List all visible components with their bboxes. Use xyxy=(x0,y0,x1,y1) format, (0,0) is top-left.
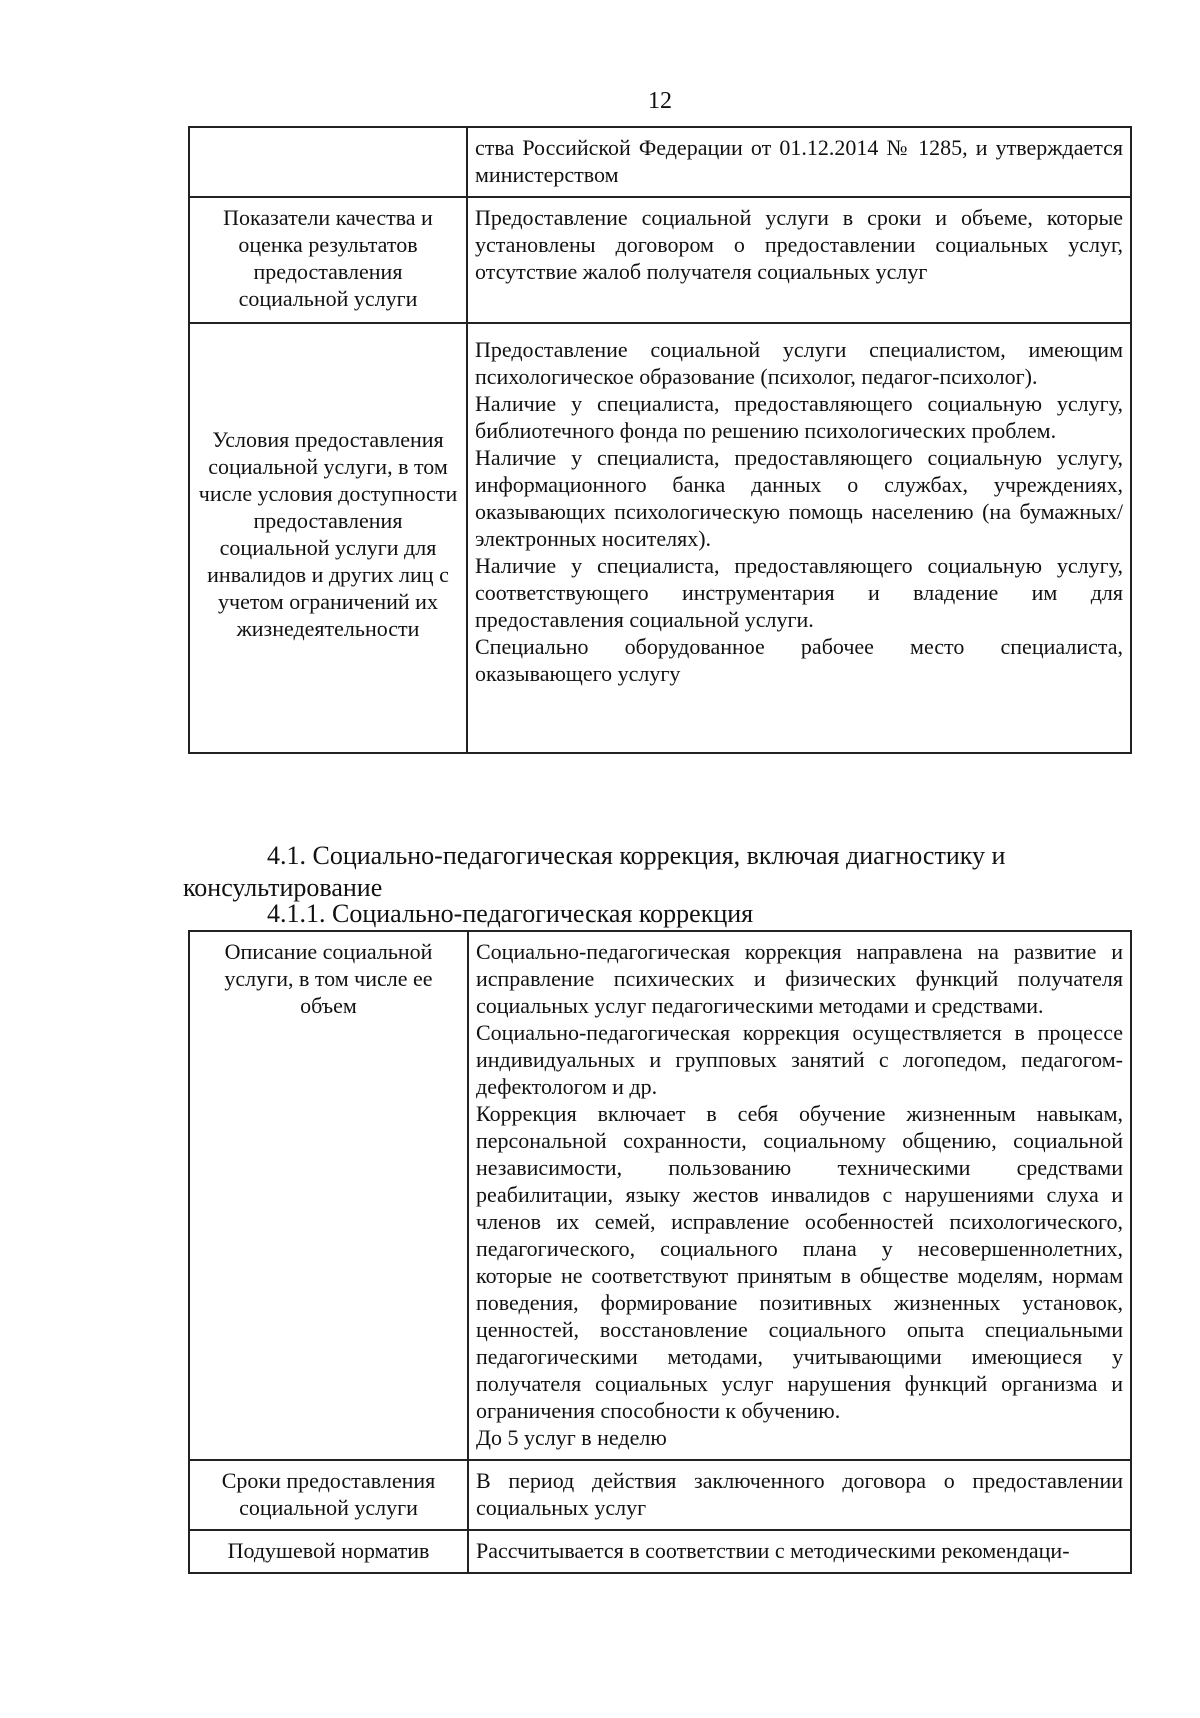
row-content xyxy=(468,1530,1131,1573)
row-label: Условия предоставления социальной услуги, в том числе условия доступности предоставления социальной услуги для инвалидов и других лиц с учетом ограничений их жизнедеятельности xyxy=(189,323,467,753)
row-content xyxy=(467,127,1131,197)
paragraph: До 5 услуг в неделю xyxy=(476,1425,667,1450)
paragraph: Специально оборудованное рабочее место специалиста, оказывающего услугу xyxy=(475,634,1123,686)
row-content xyxy=(468,1460,1131,1530)
paragraph: Наличие у специалиста, предоставляющего социальную услугу, библиотечного фонда по решению психологических проблем. xyxy=(475,391,1123,443)
paragraph: Наличие у специалиста, предоставляющего социальную услугу, соответствующего инструментария и владение им для предоставления социальной услуги. xyxy=(475,553,1123,632)
row-label: Сроки предоставления социальной услуги xyxy=(189,1460,468,1530)
paragraph: Рассчитывается в соответствии с методическими рекомендаци- xyxy=(476,1538,1070,1563)
table-row xyxy=(189,197,1131,323)
table-row xyxy=(189,1530,1131,1573)
paragraph: Предоставление социальной услуги в сроки и объеме, которые установлены договором о предоставлении социальных услуг, отсутствие жалоб получателя социальных услуг xyxy=(475,205,1123,284)
paragraph: Предоставление социальной услуги специалистом, имеющим психологическое образование (психолог, педагог-психолог). xyxy=(475,337,1123,389)
section-heading: 4.1. Социально-педагогическая коррекция, включая диагностику и консультирование xyxy=(183,841,1006,902)
table-row xyxy=(189,127,1131,197)
table-row xyxy=(189,323,1131,753)
service-table-continued xyxy=(188,126,1132,754)
table-row xyxy=(189,931,1131,1460)
paragraph: В период действия заключенного договора о предоставлении социальных услуг xyxy=(476,1468,1123,1520)
row-content xyxy=(468,931,1131,1460)
row-content xyxy=(467,197,1131,323)
paragraph: Коррекция включает в себя обучение жизненным навыкам, персональной сохранности, социальному общению, социальной независимости, пользованию техническими средствами реабилитации, языку жестов инвалидов с нарушениями слуха и членов их семей, исправление особенностей психологического, педагогического, социального плана у несовершеннолетних, которые не соответствуют принятым в обществе моделям, нормам поведения, формирование позитивных жизненных установок, ценностей, восстановление социального опыта специальными педагогическими методами, учитывающими имеющиеся у получателя социальных услуг нарушения функций организма и ограничения способности к обучению. xyxy=(476,1101,1123,1423)
service-table xyxy=(188,930,1132,1574)
row-label xyxy=(189,127,467,197)
row-label: Показатели качества и оценка результатов предоставления социальной услуги xyxy=(189,197,467,323)
paragraph: Наличие у специалиста, предоставляющего социальную услугу, информационного банка данных о службах, учреждениях, оказывающих психологическую помощь населению (на бумажных/электронных носителях). xyxy=(475,445,1123,551)
row-label: Описание социальной услуги, в том числе ее объем xyxy=(189,931,468,1460)
row-label: Подушевой норматив xyxy=(189,1530,468,1573)
paragraph: Социально-педагогическая коррекция направлена на развитие и исправление психических и физических функций получателя социальных услуг педагогическими методами и средствами. xyxy=(476,939,1123,1018)
table-row xyxy=(189,1460,1131,1530)
page-number: 12 xyxy=(648,88,672,114)
paragraph: Социально-педагогическая коррекция осуществляется в процессе индивидуальных и групповых занятий с логопедом, педагогом-дефектологом и др. xyxy=(476,1020,1123,1099)
row-content xyxy=(467,323,1131,753)
paragraph: ства Российской Федерации от 01.12.2014 № 1285, и утверждается министерством xyxy=(475,135,1123,187)
subsection-heading: 4.1.1. Социально-педагогическая коррекция xyxy=(267,899,754,928)
